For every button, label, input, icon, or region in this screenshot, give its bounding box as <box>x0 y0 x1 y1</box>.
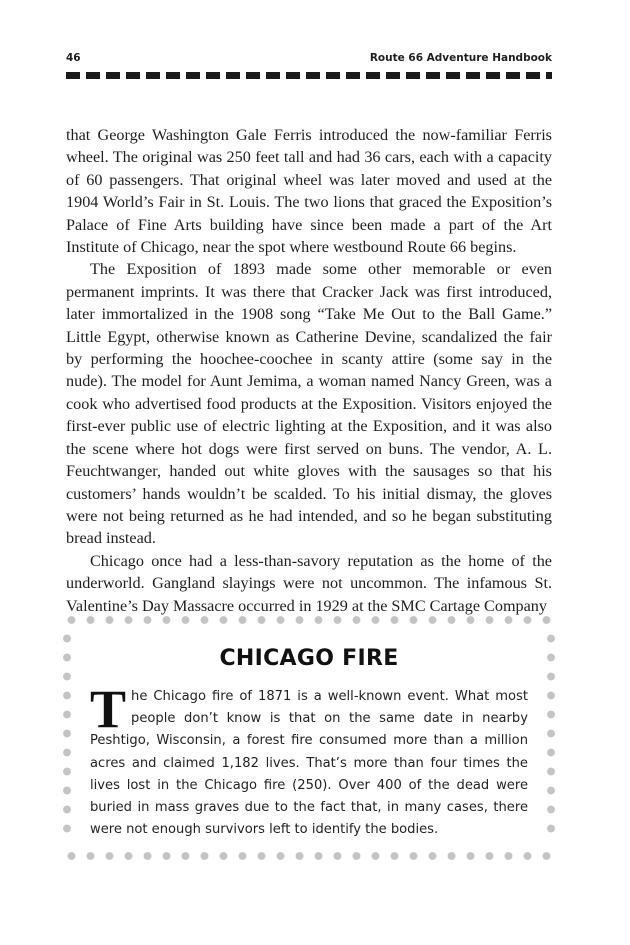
sidebar-title: CHICAGO FIRE <box>219 646 399 671</box>
sidebar-box <box>62 615 556 861</box>
drop-cap: T <box>90 679 127 739</box>
body-text <box>66 124 552 617</box>
paragraph-2: The Exposition of 1893 made some other memorable or even permanent imprints. It was there that Cracker Jack was first introduced, later immortalized in the 1908 song “Take Me Out to the Ball Game.” Little Egypt, otherwise known as Catherine Devine, scandalized the fair by performing the hoochee-coochee in scanty attire (some say in the nude). The model for Aunt Jemima, a woman named Nancy Green, was a cook who advertised food products at the Exposition. Visitors enjoyed the first-ever public use of electric lighting at the Exposition, and it was also the scene where hot dogs were first served on buns. The vendor, A. L. Feuchtwanger, handed out white gloves with the sausages so that his customers’ hands wouldn’t be scalded. To his initial dismay, the gloves were not being returned as he had intended, and so he began substituting bread instead. <box>66 260 552 548</box>
sidebar-paragraph: he Chicago fire of 1871 is a well-known event. What most people don’t know is that on the same date in nearby Peshtigo, Wisconsin, a forest fire consumed more than a million acres and claimed 1,182 lives. That’s more than four times the lives lost in the Chicago fire (250). Over 400 of the dead were buried in mass graves due to the fact that, in many cases, there were not enough survivors left to identify the bodies. <box>90 689 528 838</box>
running-header <box>66 52 552 68</box>
header-dashed-rule <box>66 72 552 79</box>
dotted-border-top <box>62 615 556 625</box>
dotted-border-bottom <box>62 851 556 861</box>
book-title: Route 66 Adventure Handbook <box>369 52 552 64</box>
paragraph-3: Chicago once had a less-than-savory reputation as the home of the underworld. Gangland slayings were not uncommon. The infamous St. Valentine’s Day Massacre occurred in 1929 at the SMC Cartage Company <box>66 551 552 615</box>
paragraph-1: that George Washington Gale Ferris introduced the now-familiar Ferris wheel. The original was 250 feet tall and had 36 cars, each with a capacity of 60 passengers. That original wheel was later moved and used at the 1904 World’s Fair in St. Louis. The two lions that graced the Exposition’s Palace of Fine Arts building have since been made a part of the Art Institute of Chicago, near the spot where westbound Route 66 begins. <box>66 126 552 257</box>
page-number: 46 <box>66 52 81 64</box>
sidebar-text <box>90 679 528 841</box>
